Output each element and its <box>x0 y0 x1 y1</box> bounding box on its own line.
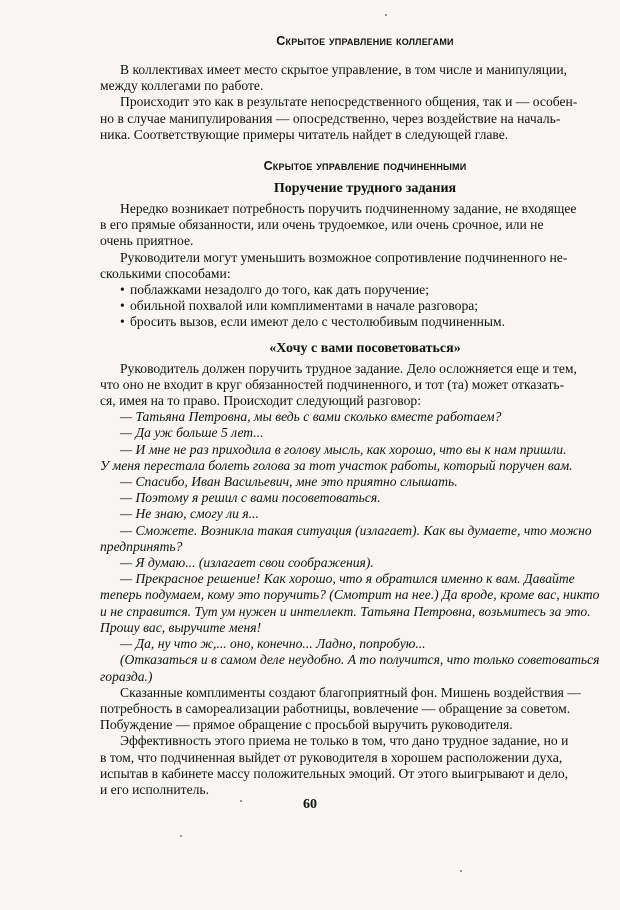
dialogue-line: — Прекрасное решение! Как хорошо, что я обратился именно к вам. Давайте <box>120 571 575 587</box>
paragraph-line: В коллективах имеет место скрытое управление, в том числе и манипуляции, <box>120 62 567 77</box>
dialogue-line: предпринять? <box>100 538 183 554</box>
paragraph-line: сколькими способами: <box>100 265 231 281</box>
dialogue-line: горазда.) <box>100 668 153 684</box>
subheading-difficult-task: Поручение трудного задания <box>273 181 457 197</box>
dialogue-line: — Я думаю... (излагает свои соображения). <box>120 555 374 571</box>
paragraph-line: Происходит это как в результате непосредственного общения, так и — особен- <box>120 94 578 110</box>
paragraph-line: Сказанные комплименты создают благоприятный фон. Мишень воздействия — <box>120 684 581 700</box>
paragraph-line: ника. Соответствующие примеры читатель найдет в следующей главе. <box>100 126 509 142</box>
paragraph-line: но в случае манипулирования — опосредственно, через воздействие на началь- <box>100 110 561 126</box>
dialogue-line: — Сможете. Возникла такая ситуация (излагает). Как вы думаете, что можно <box>120 522 592 538</box>
dialogue-line: У меня перестала болеть голова за тот участок работы, который поручен вам. <box>100 457 573 473</box>
dialogue-line: — Поэтому я решил с вами посоветоваться. <box>120 490 381 506</box>
section-heading-colleagues: Скрытое управление коллегами <box>276 34 454 48</box>
dialogue-line: — Татьяна Петровна, мы ведь с вами сколько вместе работаем? <box>120 409 502 425</box>
scan-speck <box>240 800 242 802</box>
list-item: • поблажками незадолго до того, как дать поручение; <box>120 282 429 298</box>
list-item: • обильной похвалой или комплиментами в начале разговора; <box>120 298 479 314</box>
paragraph-line: Нередко возникает потребность поручить подчиненному задание, не входящее <box>120 201 577 217</box>
paragraph-line: что оно не входит в круг обязанностей подчиненного, и тот (та) может отказать- <box>100 376 565 392</box>
dialogue-line: Прошу вас, выручите меня! <box>100 619 262 635</box>
paragraph-line: Побуждение — прямое обращение с просьбой выручить руководителя. <box>100 717 513 733</box>
subheading-consult: «Хочу с вами посоветоваться» <box>269 340 461 356</box>
bullet-icon: • <box>120 314 125 330</box>
dialogue-line: — Не знаю, смогу ли я... <box>120 506 259 522</box>
paragraph-line: Руководитель должен поручить трудное задание. Дело осложняется еще и тем, <box>120 360 577 376</box>
paragraph-line: в том, что подчиненная выйдет от руководителя в хорошем расположении духа, <box>100 749 563 765</box>
paragraph-line: потребность в самореализации работницы, вовлечение — обращение за советом. <box>100 700 571 716</box>
paragraph-line: очень приятное. <box>100 233 194 249</box>
dialogue-line: теперь подумаем, кому это поручить? (Смотрит на нее.) Да вроде, кроме вас, никто <box>100 587 600 603</box>
scan-speck <box>385 14 387 16</box>
dialogue-line: — Да, ну что ж,... оно, конечно... Ладно, попробую... <box>120 636 426 652</box>
bullet-icon: • <box>120 298 125 314</box>
section-heading-subordinates: Скрытое управление подчиненными <box>263 159 467 174</box>
dialogue-line: и не справится. Тут ум нужен и интеллект. Татьяна Петровна, возьмитесь за это. <box>100 603 591 619</box>
scan-speck <box>180 835 182 837</box>
dialogue-line: — И мне не раз приходила в голову мысль, как хорошо, что вы к нам пришли. <box>120 441 567 457</box>
paragraph-line: между коллегами по работе. <box>100 78 264 94</box>
paragraph-line: Эффективность этого приема не только в том, что дано трудное задание, но и <box>120 733 569 749</box>
page-number: 60 <box>303 797 317 812</box>
paragraph-line: Руководители могут уменьшить возможное сопротивление подчиненного не- <box>120 249 568 265</box>
paragraph-line: ся, имея на то право. Происходит следующий разговор: <box>100 393 421 409</box>
dialogue-line: — Да уж больше 5 лет... <box>120 425 264 441</box>
paragraph-line: в его прямые обязанности, или очень трудоемкое, или очень срочное, или не <box>100 217 544 233</box>
dialogue-line: — Спасибо, Иван Васильевич, мне это приятно слышать. <box>120 474 458 490</box>
list-item: • бросить вызов, если имеют дело с честолюбивым подчиненным. <box>120 314 506 330</box>
paragraph-line: и его исполнитель. <box>100 781 210 797</box>
paragraph-line: испытав в кабинете массу положительных эмоций. От этого выигрывают и дело, <box>100 765 569 781</box>
scan-speck <box>460 870 462 872</box>
bullet-icon: • <box>120 282 125 298</box>
methods-list <box>100 282 620 331</box>
dialogue-line: (Отказаться и в самом деле неудобно. А то получится, что только советоваться <box>120 652 600 668</box>
